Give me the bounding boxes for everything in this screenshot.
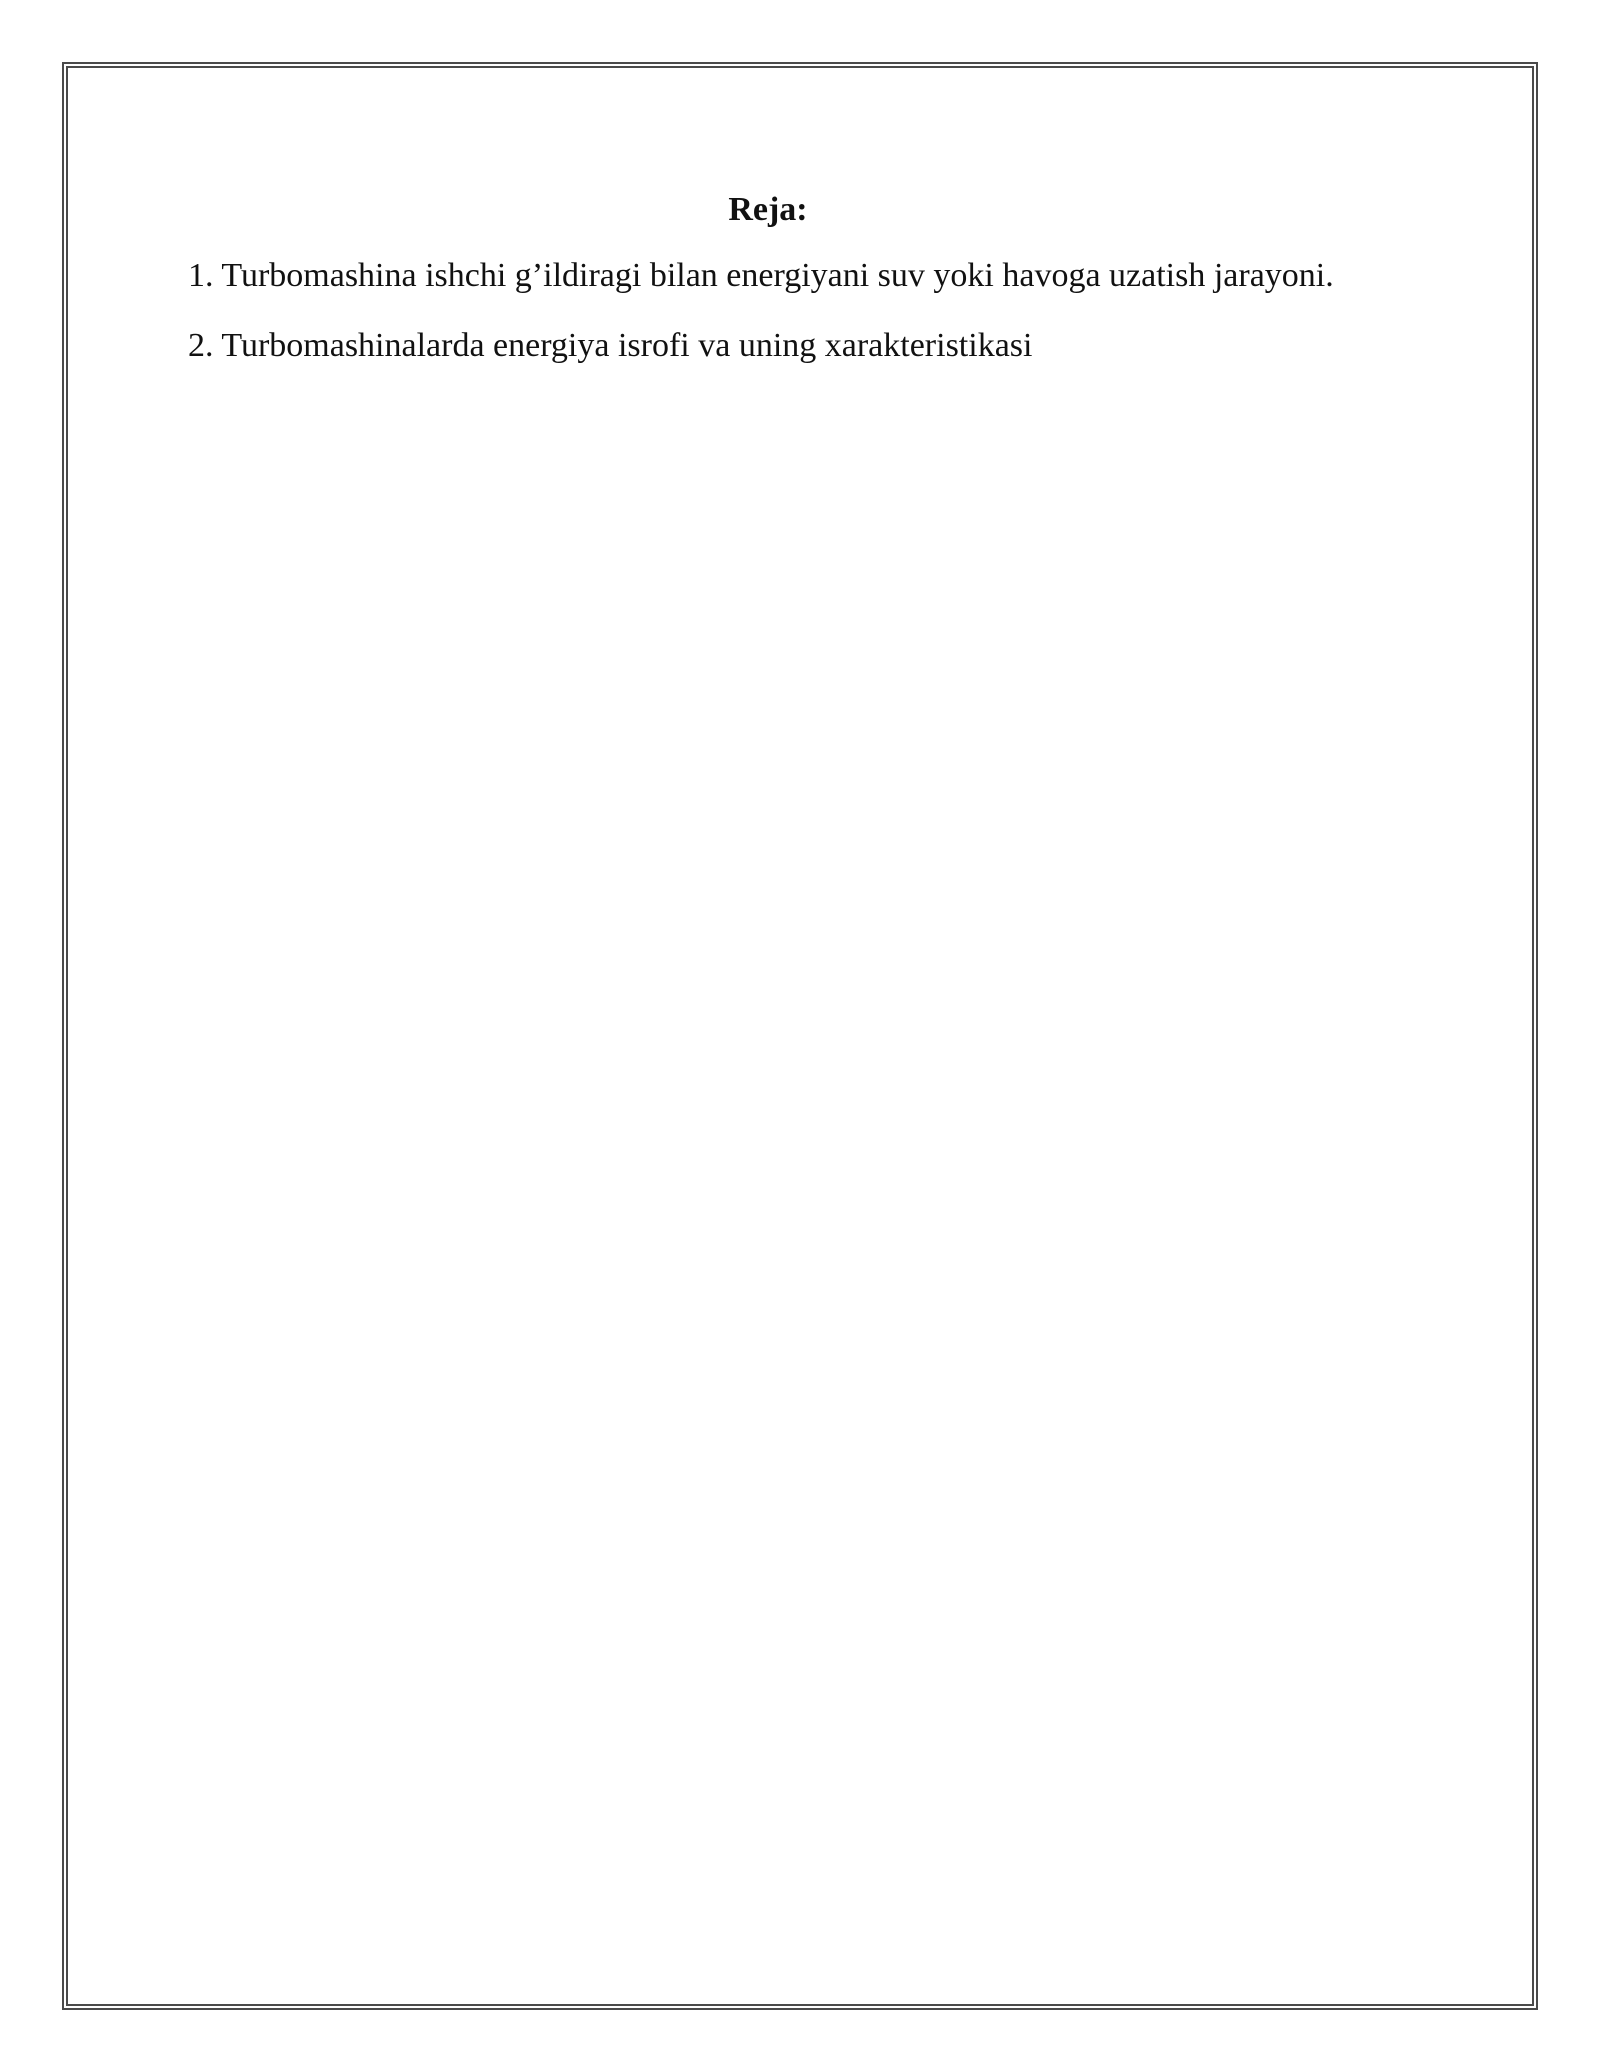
plan-title: Reja: — [728, 191, 808, 228]
plan-item-2: 2. Turbomashinalarda energiya isrofi va uning xarakteristikasi — [188, 327, 1033, 364]
document-body — [188, 188, 1348, 392]
plan-item-1: 1. Turbomashina ishchi g’ildiragi bilan energiyani suv yoki havoga uzatish jarayoni. — [188, 257, 1334, 294]
